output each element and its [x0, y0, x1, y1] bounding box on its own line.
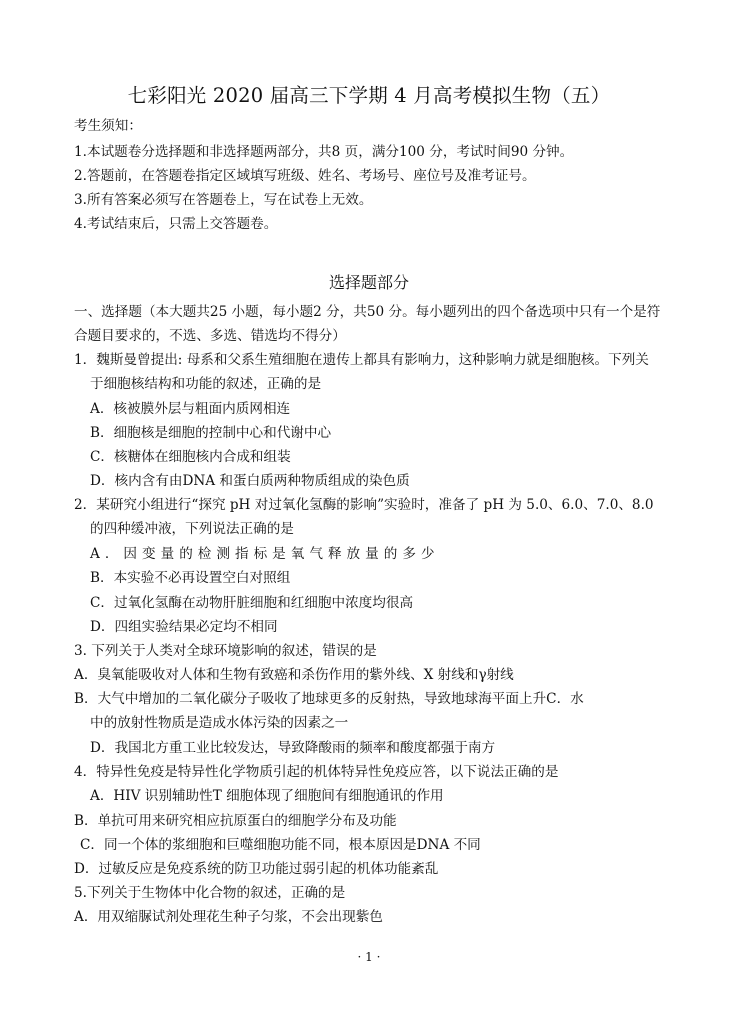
option-a: A．用双缩脲试剂处理花生种子匀浆，不会出现紫色: [74, 909, 383, 925]
question-stem: 的四种缓冲液，下列说法正确的是: [90, 521, 294, 537]
notice-item: 2.答题前，在答题卷指定区域填写班级、姓名、考场号、座位号及准考证号。: [74, 168, 536, 184]
notice-heading: 考生须知：: [74, 118, 142, 134]
notice-item: 4.考试结束后，只需上交答题卷。: [74, 216, 278, 232]
option-b: B．本实验不必再设置空白对照组: [90, 570, 291, 586]
page-title: 七彩阳光 2020 届高三下学期 4 月高考模拟生物（五）: [127, 84, 611, 107]
option-a: A．HIV 识别辅助性T 细胞体现了细胞间有细胞通讯的作用: [90, 788, 444, 804]
option-d: D．过敏反应是免疫系统的防卫功能过弱引起的机体功能紊乱: [74, 861, 439, 877]
option-c: C．过氧化氢酶在动物肝脏细胞和红细胞中浓度均很高: [90, 595, 414, 611]
section-title: 选择题部分: [328, 273, 409, 292]
option-a: A．臭氧能吸收对人体和生物有致癌和杀伤作用的紫外线、X 射线和γ射线: [74, 667, 514, 683]
question-stem: 于细胞核结构和功能的叙述，正确的是: [90, 376, 322, 392]
notice-item: 1.本试题卷分选择题和非选择题两部分，共8 页，满分100 分，考试时间90 分钟。: [74, 144, 574, 160]
question-stem: 4．特异性免疫是特异性化学物质引起的机体特异性免疫应答，以下说法正确的是: [74, 764, 559, 780]
instructions-line: 合题目要求的，不选、多选、错选均不得分）: [74, 328, 346, 344]
option-a: A．因变量的检测指标是氧气释放量的多少: [90, 546, 440, 562]
question-stem: 1．魏斯曼曾提出: 母系和父系生殖细胞在遗传上都具有影响力，这种影响力就是细胞核。下列关: [74, 352, 649, 368]
question-stem: 5.下列关于生物体中化合物的叙述，正确的是: [74, 885, 346, 901]
option-d: D．核内含有由DNA 和蛋白质两种物质组成的染色质: [90, 473, 410, 489]
option-c: C．核糖体在细胞核内合成和组装: [90, 449, 291, 465]
notice-item: 3.所有答案必须写在答题卷上，写在试卷上无效。: [74, 192, 373, 208]
option-d: D．我国北方重工业比较发达，导致降酸雨的频率和酸度都强于南方: [90, 740, 496, 756]
option-c: 中的放射性物质是造成水体污染的因素之一: [90, 715, 349, 731]
instructions-line: 一、选择题（本大题共25 小题，每小题2 分，共50 分。每小题列出的四个备选项中只有一个是符: [74, 304, 661, 320]
page-number: · 1 ·: [357, 950, 381, 964]
question-stem: 2．某研究小组进行“探究 pH 对过氧化氢酶的影响”实验时，准备了 pH 为 5.0、6.0、7.0、8.0: [74, 497, 654, 513]
option-a: A．核被膜外层与粗面内质网相连: [90, 401, 291, 417]
option-c: C．同一个体的浆细胞和巨噬细胞功能不同，根本原因是DNA 不同: [80, 837, 481, 853]
option-b: B．细胞核是细胞的控制中心和代谢中心: [90, 425, 332, 441]
option-d: D．四组实验结果必定均不相同: [90, 619, 278, 635]
option-b: B．大气中增加的二氧化碳分子吸收了地球更多的反射热，导致地球海平面上升C．水: [74, 691, 584, 707]
option-b: B．单抗可用来研究相应抗原蛋白的细胞学分布及功能: [74, 813, 397, 829]
question-stem: 3. 下列关于人类对全球环境影响的叙述，错误的是: [74, 643, 377, 659]
